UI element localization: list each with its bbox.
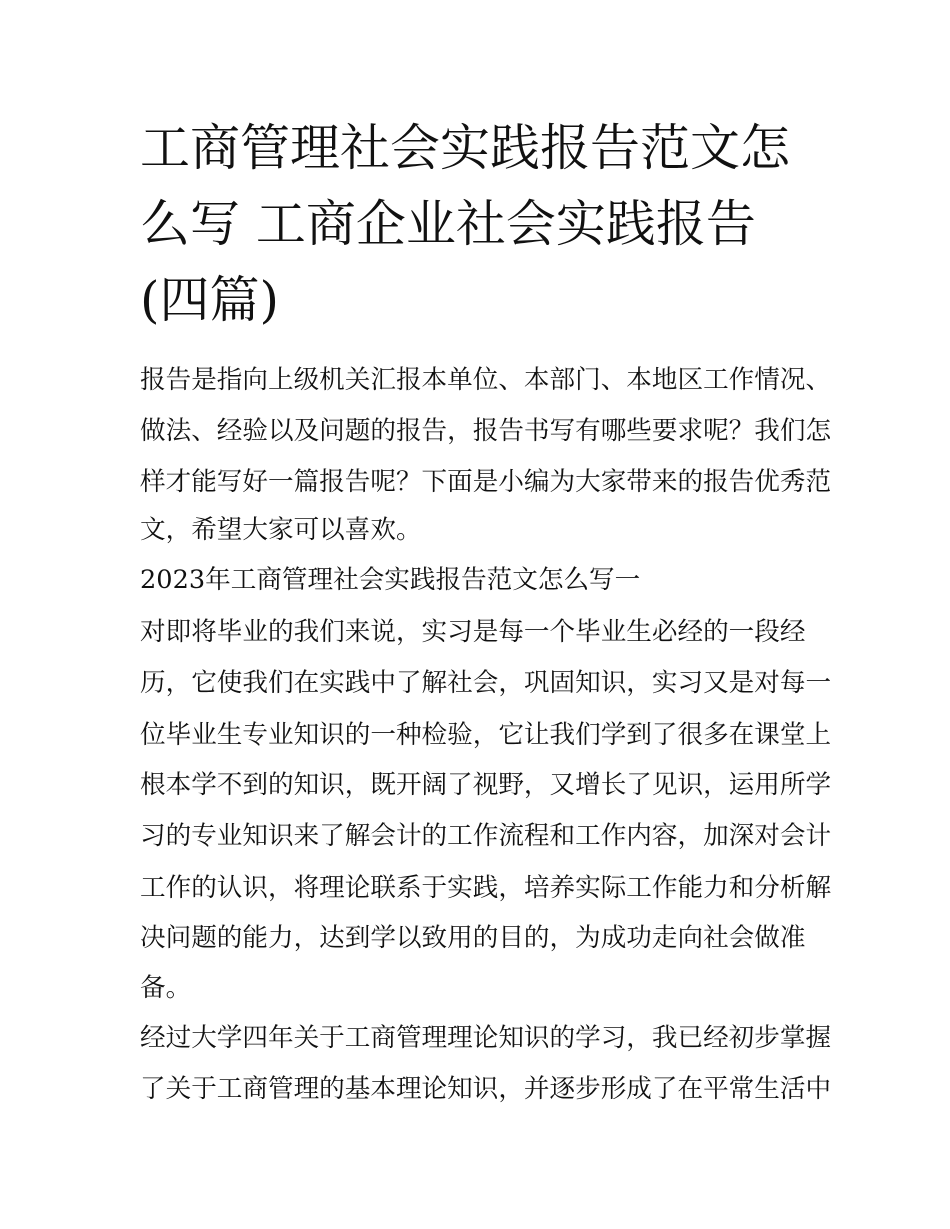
intro-line: 做法、经验以及问题的报告，报告书写有哪些要求呢？我们怎 (140, 416, 832, 446)
para-line: 工作的认识，将理论联系于实践，培养实际工作能力和分析解 (140, 873, 832, 903)
para-line: 历，它使我们在实践中了解社会，巩固知识，实习又是对每一 (140, 668, 832, 698)
para-line: 对即将毕业的我们来说，实习是每一个毕业生必经的一段经 (140, 617, 806, 647)
title-line: 么写 工商企业社会实践报告 (140, 195, 756, 253)
para-line: 备。 (140, 973, 192, 1003)
para-line: 习的专业知识来了解会计的工作流程和工作内容，加深对会计 (140, 821, 832, 851)
para-line: 根本学不到的知识，既开阔了视野，又增长了见识，运用所学 (140, 770, 832, 800)
intro-line: 文，希望大家可以喜欢。 (140, 515, 422, 545)
title-line: (四篇) (140, 271, 280, 329)
para-line: 了关于工商管理的基本理论知识，并逐步形成了在平常生活中 (140, 1074, 832, 1104)
section-heading: 2023年工商管理社会实践报告范文怎么写一 (140, 565, 641, 595)
para-line: 决问题的能力，达到学以致用的目的，为成功走向社会做准 (140, 923, 806, 953)
para-line: 位毕业生专业知识的一种检验，它让我们学到了很多在课堂上 (140, 720, 832, 750)
title-line: 工商管理社会实践报告范文怎 (140, 119, 790, 177)
para-line: 经过大学四年关于工商管理理论知识的学习，我已经初步掌握 (140, 1023, 832, 1053)
intro-line: 报告是指向上级机关汇报本单位、本部门、本地区工作情况、 (140, 365, 832, 395)
intro-line: 样才能写好一篇报告呢？下面是小编为大家带来的报告优秀范 (140, 467, 832, 497)
